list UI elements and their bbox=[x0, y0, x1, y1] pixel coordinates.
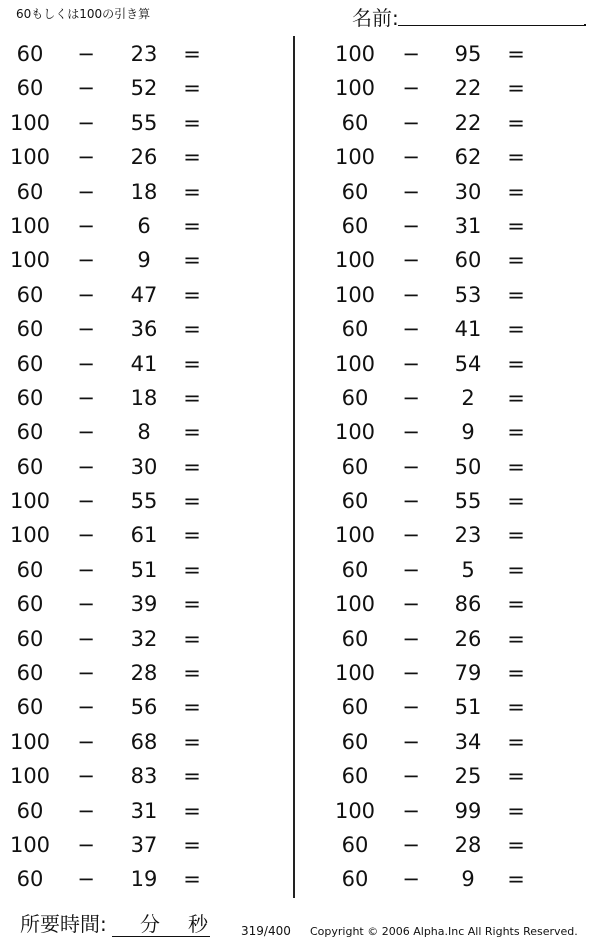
problem-row bbox=[300, 759, 590, 793]
minus-sign: − bbox=[402, 661, 420, 686]
minus-sign: − bbox=[402, 626, 420, 651]
subtrahend: 51 bbox=[454, 695, 482, 720]
problem-row bbox=[0, 587, 290, 621]
subtrahend: 26 bbox=[454, 626, 482, 651]
minuend: 60 bbox=[341, 489, 369, 514]
minuend: 60 bbox=[16, 282, 44, 307]
equals-sign: = bbox=[507, 523, 525, 548]
minus-sign: − bbox=[77, 592, 95, 617]
equals-sign: = bbox=[183, 145, 201, 170]
worksheet-title: 60もしくは100の引き算 bbox=[16, 7, 151, 21]
problem-row bbox=[0, 71, 290, 105]
minuend: 100 bbox=[334, 523, 376, 548]
minus-sign: − bbox=[402, 764, 420, 789]
minuend: 60 bbox=[16, 42, 44, 66]
minus-sign: − bbox=[402, 42, 420, 66]
equals-sign: = bbox=[507, 592, 525, 617]
subtrahend: 8 bbox=[137, 420, 151, 445]
minuend: 60 bbox=[16, 179, 44, 204]
equals-sign: = bbox=[507, 661, 525, 686]
problem-row bbox=[300, 690, 590, 724]
subtrahend: 22 bbox=[454, 110, 482, 135]
minuend: 100 bbox=[9, 832, 51, 857]
problem-row bbox=[0, 553, 290, 587]
minuend: 60 bbox=[16, 317, 44, 342]
equals-sign: = bbox=[183, 661, 201, 686]
equals-sign: = bbox=[183, 385, 201, 410]
minus-sign: − bbox=[77, 729, 95, 754]
subtrahend: 25 bbox=[454, 764, 482, 789]
subtrahend: 34 bbox=[454, 729, 482, 754]
minuend: 100 bbox=[9, 764, 51, 789]
subtrahend: 62 bbox=[454, 145, 482, 170]
problem-row bbox=[0, 656, 290, 690]
problem-row bbox=[0, 518, 290, 552]
problem-row bbox=[300, 862, 590, 896]
equals-sign: = bbox=[183, 110, 201, 135]
subtrahend: 83 bbox=[130, 764, 158, 789]
subtrahend: 60 bbox=[454, 248, 482, 273]
equals-sign: = bbox=[507, 695, 525, 720]
minus-sign: − bbox=[402, 489, 420, 514]
subtrahend: 79 bbox=[454, 661, 482, 686]
problem-row bbox=[0, 106, 290, 140]
subtrahend: 50 bbox=[454, 454, 482, 479]
minuend: 100 bbox=[9, 729, 51, 754]
minus-sign: − bbox=[77, 523, 95, 548]
equals-sign: = bbox=[183, 798, 201, 823]
subtrahend: 51 bbox=[130, 557, 158, 582]
subtrahend: 99 bbox=[454, 798, 482, 823]
minus-sign: − bbox=[402, 385, 420, 410]
time-spent-label: 所要時間: bbox=[20, 912, 107, 936]
problem-row bbox=[300, 587, 590, 621]
problem-row bbox=[300, 518, 590, 552]
subtrahend: 31 bbox=[130, 798, 158, 823]
subtrahend: 61 bbox=[130, 523, 158, 548]
equals-sign: = bbox=[183, 317, 201, 342]
minus-sign: − bbox=[77, 764, 95, 789]
equals-sign: = bbox=[183, 454, 201, 479]
problem-row bbox=[300, 381, 590, 415]
subtrahend: 18 bbox=[130, 385, 158, 410]
minus-sign: − bbox=[77, 42, 95, 66]
subtrahend: 37 bbox=[130, 832, 158, 857]
equals-sign: = bbox=[183, 282, 201, 307]
equals-sign: = bbox=[183, 179, 201, 204]
minuend: 60 bbox=[341, 764, 369, 789]
subtrahend: 23 bbox=[454, 523, 482, 548]
equals-sign: = bbox=[183, 626, 201, 651]
problem-row bbox=[300, 175, 590, 209]
problem-row bbox=[0, 794, 290, 828]
minuend: 60 bbox=[16, 557, 44, 582]
problem-row bbox=[300, 347, 590, 381]
equals-sign: = bbox=[507, 764, 525, 789]
minus-sign: − bbox=[402, 110, 420, 135]
minuend: 60 bbox=[16, 420, 44, 445]
problem-row bbox=[0, 37, 290, 71]
equals-sign: = bbox=[183, 248, 201, 273]
minus-sign: − bbox=[77, 626, 95, 651]
minuend: 100 bbox=[334, 798, 376, 823]
equals-sign: = bbox=[507, 145, 525, 170]
minuend: 60 bbox=[341, 626, 369, 651]
minus-sign: − bbox=[402, 832, 420, 857]
minus-sign: − bbox=[402, 282, 420, 307]
minus-sign: − bbox=[402, 213, 420, 238]
minus-sign: − bbox=[402, 729, 420, 754]
subtrahend: 36 bbox=[130, 317, 158, 342]
problem-row bbox=[0, 243, 290, 277]
minus-sign: − bbox=[402, 420, 420, 445]
equals-sign: = bbox=[183, 867, 201, 892]
minus-sign: − bbox=[402, 145, 420, 170]
minuend: 60 bbox=[341, 317, 369, 342]
minuend: 100 bbox=[334, 145, 376, 170]
equals-sign: = bbox=[507, 489, 525, 514]
problem-row bbox=[0, 381, 290, 415]
problem-row bbox=[300, 794, 590, 828]
minus-sign: − bbox=[77, 695, 95, 720]
equals-sign: = bbox=[507, 798, 525, 823]
minuend: 60 bbox=[341, 110, 369, 135]
equals-sign: = bbox=[183, 420, 201, 445]
time-entry-line[interactable] bbox=[112, 936, 210, 937]
minus-sign: − bbox=[402, 317, 420, 342]
subtrahend: 55 bbox=[130, 489, 158, 514]
equals-sign: = bbox=[507, 179, 525, 204]
minuend: 60 bbox=[341, 179, 369, 204]
equals-sign: = bbox=[507, 76, 525, 101]
equals-sign: = bbox=[507, 385, 525, 410]
minuend: 60 bbox=[16, 592, 44, 617]
minus-sign: − bbox=[77, 213, 95, 238]
minutes-unit: 分 bbox=[140, 912, 160, 936]
problem-row bbox=[0, 140, 290, 174]
minus-sign: − bbox=[77, 661, 95, 686]
subtrahend: 5 bbox=[461, 557, 475, 582]
minus-sign: − bbox=[77, 110, 95, 135]
problem-row bbox=[0, 415, 290, 449]
minus-sign: − bbox=[402, 76, 420, 101]
subtrahend: 9 bbox=[461, 420, 475, 445]
minuend: 60 bbox=[16, 454, 44, 479]
minus-sign: − bbox=[77, 282, 95, 307]
equals-sign: = bbox=[183, 557, 201, 582]
subtrahend: 6 bbox=[137, 213, 151, 238]
minus-sign: − bbox=[77, 248, 95, 273]
minuend: 100 bbox=[334, 282, 376, 307]
minuend: 60 bbox=[341, 832, 369, 857]
subtrahend: 55 bbox=[454, 489, 482, 514]
problem-row bbox=[300, 243, 590, 277]
problem-row bbox=[0, 209, 290, 243]
equals-sign: = bbox=[183, 42, 201, 66]
subtrahend: 54 bbox=[454, 351, 482, 376]
problem-row bbox=[300, 106, 590, 140]
problem-row bbox=[0, 484, 290, 518]
minus-sign: − bbox=[77, 798, 95, 823]
minus-sign: − bbox=[77, 454, 95, 479]
subtrahend: 47 bbox=[130, 282, 158, 307]
subtrahend: 30 bbox=[454, 179, 482, 204]
equals-sign: = bbox=[183, 489, 201, 514]
minus-sign: − bbox=[77, 489, 95, 514]
minus-sign: − bbox=[402, 351, 420, 376]
minus-sign: − bbox=[77, 76, 95, 101]
page-number: 319/400 bbox=[241, 924, 291, 938]
equals-sign: = bbox=[507, 351, 525, 376]
minus-sign: − bbox=[77, 867, 95, 892]
subtrahend: 22 bbox=[454, 76, 482, 101]
equals-sign: = bbox=[183, 832, 201, 857]
name-label: 名前: bbox=[352, 6, 399, 30]
subtrahend: 26 bbox=[130, 145, 158, 170]
equals-sign: = bbox=[507, 110, 525, 135]
minuend: 60 bbox=[341, 385, 369, 410]
minuend: 60 bbox=[341, 213, 369, 238]
problem-row bbox=[300, 71, 590, 105]
equals-sign: = bbox=[507, 42, 525, 66]
subtrahend: 68 bbox=[130, 729, 158, 754]
subtrahend: 95 bbox=[454, 42, 482, 66]
problem-row bbox=[300, 725, 590, 759]
name-line-end-dot bbox=[584, 24, 586, 26]
subtrahend: 32 bbox=[130, 626, 158, 651]
minus-sign: − bbox=[77, 179, 95, 204]
minuend: 100 bbox=[334, 76, 376, 101]
problem-row bbox=[0, 690, 290, 724]
minuend: 60 bbox=[16, 798, 44, 823]
problem-row bbox=[300, 278, 590, 312]
subtrahend: 55 bbox=[130, 110, 158, 135]
minus-sign: − bbox=[77, 145, 95, 170]
problem-row bbox=[300, 140, 590, 174]
equals-sign: = bbox=[507, 557, 525, 582]
minus-sign: − bbox=[77, 351, 95, 376]
minus-sign: − bbox=[402, 695, 420, 720]
subtrahend: 18 bbox=[130, 179, 158, 204]
name-field[interactable] bbox=[398, 25, 586, 26]
equals-sign: = bbox=[183, 351, 201, 376]
problem-row bbox=[300, 553, 590, 587]
minus-sign: − bbox=[402, 523, 420, 548]
problem-column-right bbox=[300, 37, 590, 897]
minuend: 60 bbox=[16, 626, 44, 651]
subtrahend: 28 bbox=[454, 832, 482, 857]
subtrahend: 52 bbox=[130, 76, 158, 101]
minus-sign: − bbox=[77, 832, 95, 857]
problem-row bbox=[0, 725, 290, 759]
problem-row bbox=[300, 622, 590, 656]
minuend: 100 bbox=[334, 661, 376, 686]
minuend: 60 bbox=[341, 695, 369, 720]
problem-row bbox=[300, 450, 590, 484]
minus-sign: − bbox=[402, 248, 420, 273]
minuend: 100 bbox=[9, 145, 51, 170]
problem-row bbox=[0, 622, 290, 656]
seconds-unit: 秒 bbox=[188, 912, 208, 936]
equals-sign: = bbox=[183, 695, 201, 720]
problem-row bbox=[0, 450, 290, 484]
minuend: 60 bbox=[16, 385, 44, 410]
minuend: 100 bbox=[334, 248, 376, 273]
minuend: 100 bbox=[334, 592, 376, 617]
minuend: 60 bbox=[341, 454, 369, 479]
problem-row bbox=[300, 37, 590, 71]
minus-sign: − bbox=[402, 454, 420, 479]
equals-sign: = bbox=[183, 523, 201, 548]
problem-row bbox=[0, 759, 290, 793]
subtrahend: 53 bbox=[454, 282, 482, 307]
problem-row bbox=[0, 347, 290, 381]
subtrahend: 39 bbox=[130, 592, 158, 617]
minus-sign: − bbox=[402, 557, 420, 582]
minuend: 60 bbox=[16, 351, 44, 376]
problem-row bbox=[300, 656, 590, 690]
copyright-notice: Copyright © 2006 Alpha.Inc All Rights Reserved. bbox=[310, 925, 578, 938]
subtrahend: 28 bbox=[130, 661, 158, 686]
subtrahend: 41 bbox=[130, 351, 158, 376]
problem-row bbox=[0, 862, 290, 896]
subtrahend: 86 bbox=[454, 592, 482, 617]
equals-sign: = bbox=[183, 76, 201, 101]
problem-row bbox=[0, 828, 290, 862]
problem-row bbox=[0, 278, 290, 312]
subtrahend: 30 bbox=[130, 454, 158, 479]
subtrahend: 56 bbox=[130, 695, 158, 720]
minuend: 100 bbox=[334, 351, 376, 376]
problem-row bbox=[0, 312, 290, 346]
subtrahend: 9 bbox=[137, 248, 151, 273]
minuend: 100 bbox=[334, 42, 376, 66]
equals-sign: = bbox=[507, 248, 525, 273]
equals-sign: = bbox=[183, 764, 201, 789]
subtrahend: 9 bbox=[461, 867, 475, 892]
minus-sign: − bbox=[77, 557, 95, 582]
subtrahend: 31 bbox=[454, 213, 482, 238]
minuend: 60 bbox=[16, 76, 44, 101]
minuend: 100 bbox=[9, 110, 51, 135]
problem-column-left bbox=[0, 37, 290, 897]
minuend: 60 bbox=[341, 729, 369, 754]
subtrahend: 41 bbox=[454, 317, 482, 342]
equals-sign: = bbox=[507, 626, 525, 651]
equals-sign: = bbox=[507, 420, 525, 445]
minus-sign: − bbox=[402, 179, 420, 204]
problem-row bbox=[0, 175, 290, 209]
equals-sign: = bbox=[183, 729, 201, 754]
subtrahend: 2 bbox=[461, 385, 475, 410]
problem-row bbox=[300, 209, 590, 243]
problem-row bbox=[300, 312, 590, 346]
equals-sign: = bbox=[507, 282, 525, 307]
minuend: 60 bbox=[341, 557, 369, 582]
minuend: 60 bbox=[16, 695, 44, 720]
column-divider bbox=[293, 36, 295, 898]
minuend: 100 bbox=[9, 489, 51, 514]
minuend: 100 bbox=[9, 523, 51, 548]
minus-sign: − bbox=[402, 592, 420, 617]
equals-sign: = bbox=[507, 213, 525, 238]
minuend: 60 bbox=[16, 867, 44, 892]
minus-sign: − bbox=[77, 385, 95, 410]
equals-sign: = bbox=[507, 317, 525, 342]
subtrahend: 23 bbox=[130, 42, 158, 66]
equals-sign: = bbox=[183, 592, 201, 617]
equals-sign: = bbox=[183, 213, 201, 238]
equals-sign: = bbox=[507, 867, 525, 892]
equals-sign: = bbox=[507, 729, 525, 754]
minus-sign: − bbox=[77, 317, 95, 342]
minuend: 60 bbox=[341, 867, 369, 892]
problem-row bbox=[300, 484, 590, 518]
problem-row bbox=[300, 828, 590, 862]
minus-sign: − bbox=[77, 420, 95, 445]
subtrahend: 19 bbox=[130, 867, 158, 892]
equals-sign: = bbox=[507, 832, 525, 857]
minuend: 60 bbox=[16, 661, 44, 686]
minuend: 100 bbox=[9, 248, 51, 273]
minuend: 100 bbox=[334, 420, 376, 445]
minus-sign: − bbox=[402, 867, 420, 892]
equals-sign: = bbox=[507, 454, 525, 479]
minuend: 100 bbox=[9, 213, 51, 238]
problem-row bbox=[300, 415, 590, 449]
minus-sign: − bbox=[402, 798, 420, 823]
